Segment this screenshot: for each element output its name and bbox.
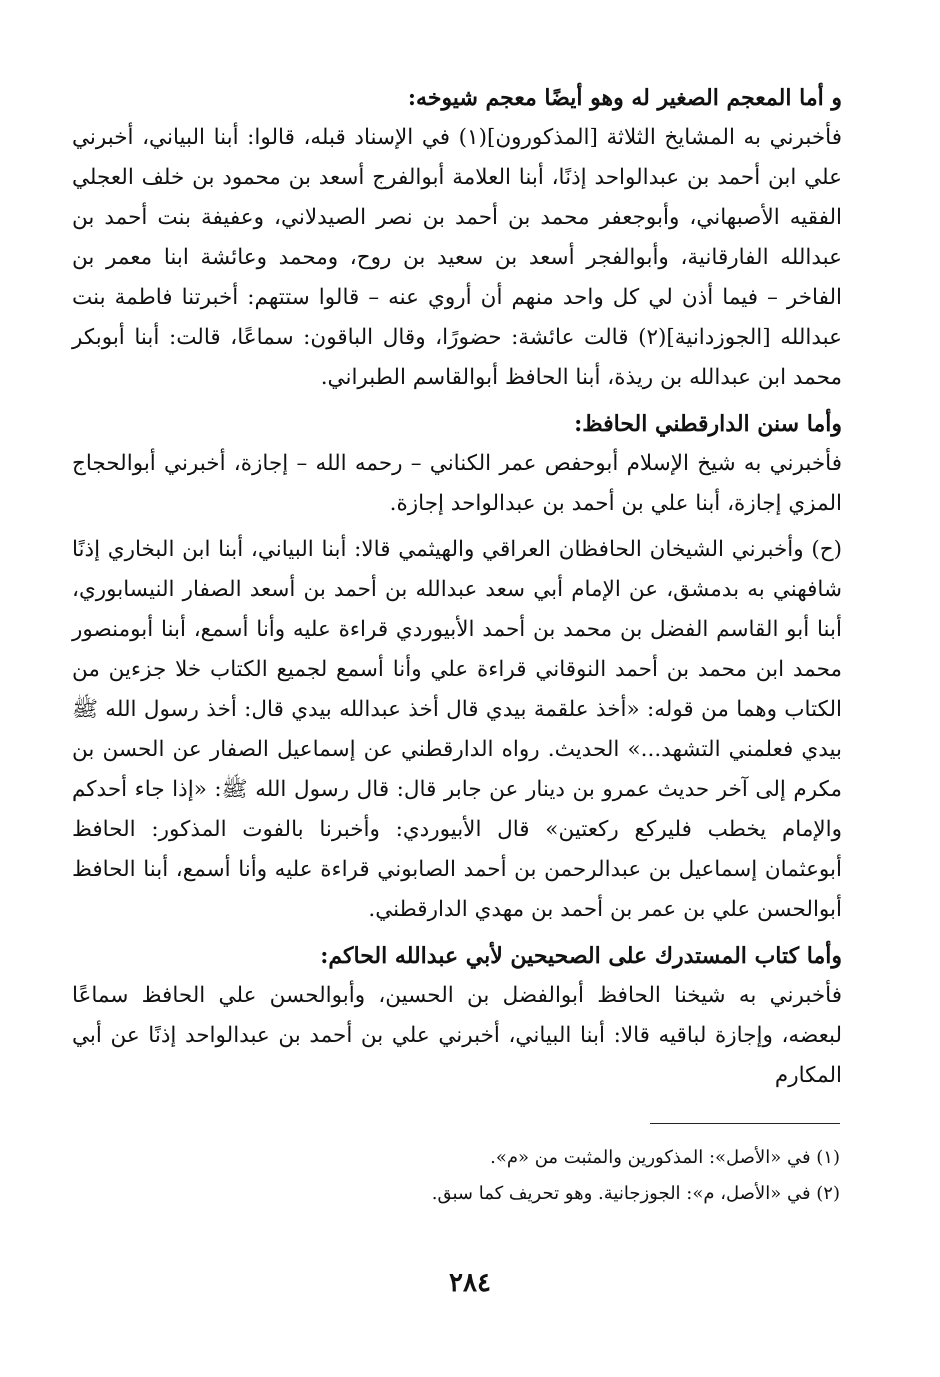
paragraph-sunan-ijaza: فأخبرني به شيخ الإسلام أبوحفص عمر الكناني – رحمه الله – إجازة، أخبرني أبوالحجاج المزي إجازة، أبنا علي بن أحمد بن عبدالواحد إجازة. [72, 451, 842, 516]
section-heading-mustadrak: وأما كتاب المستدرك على الصحيحين لأبي عبدالله الحاكم: [320, 943, 842, 969]
footnotes [300, 1140, 840, 1212]
page-number: ٢٨٤ [449, 1268, 491, 1298]
paragraph-mujam-saghir-chain: فأخبرني به المشايخ الثلاثة [المذكورون](١) في الإسناد قبله، قالوا: أبنا البياني، أخبرني علي ابن أحمد بن عبدالواحد إذنًا، أبنا العلامة أبوالفرج أسعد بن محمود بن خلف العجلي الفقيه الأصبهاني، وأبوجعفر محمد بن أحمد بن نصر الصيدلاني، وعفيفة بنت أحمد بن عبدالله الفارقانية، وأبوالفجر أسعد بن سعيد بن روح، ومحمد وعائشة ابنا معمر بن الفاخر – فيما أذن لي كل واحد منهم أن أروي عنه – قالوا ستتهم: أخبرتنا فاطمة بنت عبدالله [الجوزدانية](٢) قالت عائشة: حضورًا، وقال الباقون: سماعًا، قالت: أبنا أبوبكر محمد ابن عبدالله بن ريذة، أبنا الحافظ أبوالقاسم الطبراني. [72, 125, 843, 390]
paragraph-sunan-chain: (ح) وأخبرني الشيخان الحافظان العراقي والهيثمي قالا: أبنا البياني، أبنا ابن البخاري إذنًا شافهني به بدمشق، عن الإمام أبي سعد عبدالله بن أحمد بن أسعد الصفار النيسابوري، أبنا أبو القاسم الفضل بن محمد بن أحمد الأبيوردي قراءة عليه وأنا أسمع، أبنا أبومنصور محمد ابن محمد بن أحمد النوقاني قراءة علي وأنا أسمع لجميع الكتاب خلا جزءين من الكتاب وهما من قوله: «أخذ علقمة بيدي قال أخذ عبدالله بيدي قال: أخذ رسول الله ﷺ بيدي فعلمني التشهد...» الحديث. رواه الدارقطني عن إسماعيل الصفار عن الحسن بن مكرم إلى آخر حديث عمرو بن دينار عن جابر قال: قال رسول الله ﷺ: «إذا جاء أحدكم والإمام يخطب فليركع ركعتين» قال الأبيوردي: وأخبرنا بالفوت المذكور: الحافظ أبوعثمان إسماعيل بن عبدالرحمن بن أحمد الصابوني قراءة عليه وأنا أسمع، أبنا الحافظ أبوالحسن علي بن عمر بن أحمد بن مهدي الدارقطني. [72, 537, 842, 922]
page-body [72, 78, 842, 1102]
footnote-1: (١) في «الأصل»: المذكورين والمثبت من «م». [490, 1147, 840, 1168]
footnote-divider [650, 1123, 840, 1124]
section-heading-mujam-saghir: و أما المعجم الصغير له وهو أيضًا معجم شيوخه: [407, 85, 842, 111]
section-heading-sunan-daraqutni: وأما سنن الدارقطني الحافظ: [574, 411, 842, 437]
paragraph-mustadrak-chain: فأخبرني به شيخنا الحافظ أبوالفضل بن الحسين، وأبوالحسن علي الحافظ سماعًا لبعضه، وإجازة لباقيه قالا: أبنا البياني، أخبرني علي بن أحمد بن عبدالواحد إذنًا عن أبي المكارم [72, 983, 842, 1088]
footnote-2: (٢) في «الأصل، م»: الجوزجانية. وهو تحريف كما سبق. [431, 1183, 840, 1204]
